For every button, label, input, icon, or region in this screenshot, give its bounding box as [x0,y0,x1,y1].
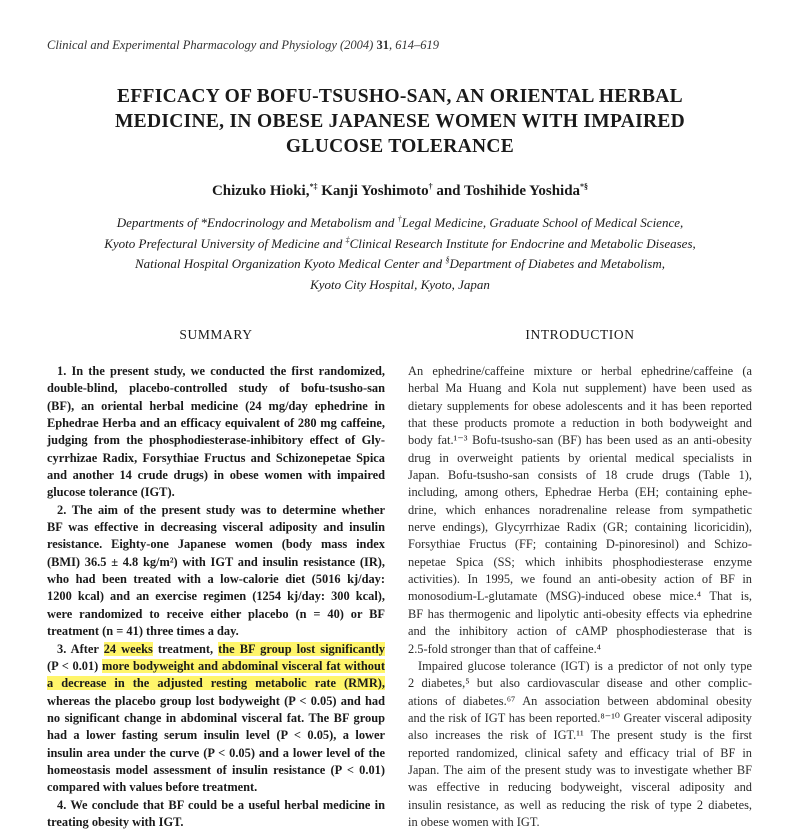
text-run: (P < 0.01) [47,658,103,673]
affiliation-line [40,234,760,255]
journal-year: (2004) [340,38,374,52]
intro-line: drug in overweight patients by oriental medical specialists in [408,450,752,465]
summary-line: resistance. Eighty-one Japanese women (body mass index [47,537,385,552]
intro-line: reported randomized, clinical safety and efficacy trial of BF in [408,745,752,760]
introduction-body [408,363,752,831]
intro-line: Japan. The aim of the present study was to investigate whether BF [408,762,752,777]
intro-line: drine, which enhances noradrenaline release from sympathetic [408,502,752,517]
affiliation-line [40,213,760,234]
intro-line: insulin resistance, as well as reducing the risk of type 2 diabetes, [408,797,752,812]
intro-line: and the risk of IGT has been reported.⁸⁻¹⁰ Greater visceral adiposity [408,710,752,725]
author-marks: *‡ [309,182,318,191]
summary-line: (BMI) 36.5 ± 4.8 kg/m²) with IGT and insulin resistance (IR), [47,554,385,569]
intro-line: in obese women with IGT. [408,814,540,829]
affil-text: Department of Diabetes and Metabolism, [449,256,665,271]
affil-mark: § [445,255,450,265]
author-name: and Toshihide Yoshida [436,183,581,199]
summary-line: who had been treated with a low-calorie diet (5016 kj/day: [47,572,385,587]
intro-line: that these products promote a reduction in both bodyweight and [408,416,752,431]
intro-line: Impaired glucose tolerance (IGT) is a predictor of not only type [418,658,752,673]
summary-line: 1. In the present study, we conducted the first randomized, [57,364,385,378]
journal-citation [47,38,439,53]
affil-mark: ‡ [345,235,350,245]
highlight: a decrease in the adjusted resting metabolic rate (RMR), [47,676,385,691]
intro-line: BF has thermogenic and lipolytic anti-obesity effects via ephedrine [408,606,752,621]
article-title [40,84,760,159]
summary-line [47,675,385,692]
intro-line: An ephedrine/caffeine mixture or herbal ephedrine/caffeine (a [408,364,752,378]
affiliation-line [40,254,760,275]
affiliation-line: Kyoto City Hospital, Kyoto, Japan [310,276,490,292]
summary-line: were randomized to receive either placebo (n = 40) or BF [47,606,385,621]
introduction-heading: INTRODUCTION [525,327,635,342]
journal-volume: 31 [376,38,389,52]
summary-line: double-blind, placebo-controlled study of bofu-tsusho-san [47,381,385,396]
affil-text: Departments of *Endocrinology and Metabolism and [116,215,398,230]
text-run: treatment, [152,641,219,656]
intro-line: dietary supplements for obese adolescents and it has been reported [408,398,752,413]
summary-line: compared with values before treatment. [47,780,258,795]
intro-line: 2 diabetes,⁵ but also cardiovascular disease and other complic- [408,676,752,691]
title-line: MEDICINE, IN OBESE JAPANESE WOMEN WITH IMPAIRED [114,111,686,132]
affil-text: National Hospital Organization Kyoto Medical Center and [135,256,446,271]
intro-line: Forsythiae Fructus (FF; containing D-pinoresinol) and Schizo- [408,537,752,552]
intro-line: nerve endings), Glycyrrhizae Radix (GR; containing licoricidin), [408,520,752,535]
summary-heading: SUMMARY [179,327,253,342]
intro-line: monosodium-L-glutamate (MSG)-induced obese mice.⁴ That is, [408,589,752,604]
summary-line [47,641,385,658]
author-name: Chizuko Hioki, [211,183,310,199]
author-marks: *§ [580,182,589,191]
summary-line [47,658,385,675]
text-run: 3. After [57,641,104,656]
summary-line: treatment (n = 41) three times a day. [47,624,239,639]
summary-line: 1200 kcal) and an exercise regimen (1254 kj/day: 300 kcal), [47,589,385,604]
intro-line: was effective in reducing bodyweight, visceral adiposity and [408,780,752,795]
author-marks: † [428,182,433,191]
highlight: more bodyweight and abdominal visceral fat without [102,658,385,673]
summary-line: no significant change in abdominal visceral fat. The BF group [47,710,385,725]
journal-pages: , 614–619 [388,38,439,52]
highlight: the BF group lost significantly [218,641,386,656]
affiliations [40,213,760,295]
summary-line: had a lower fasting serum insulin level (P < 0.05), a lower [47,728,385,743]
affil-text: Kyoto Prefectural University of Medicine and [104,235,346,251]
author-name: Kanji Yoshimoto [321,183,429,199]
intro-line: activities). In 1995, we found an anti-obesity action of BF in [408,572,752,587]
intro-line: also increases the risk of IGT.¹¹ The present study is the first [408,728,752,743]
intro-line: ations of diabetes.⁶⁷ An association between abdominal obesity [408,693,752,708]
intro-line: and the inhibitory action of cAMP phosphodiesterase that is [408,624,752,639]
journal-name: Clinical and Experimental Pharmacology and Physiology [47,38,337,52]
summary-line: cyrrhizae Radix, Forsythiae Fructus and Schizonepetae Spica [47,450,385,465]
summary-body [47,363,385,831]
summary-line: whereas the placebo group lost bodyweight (P < 0.05) and had [47,693,385,708]
title-line: GLUCOSE TOLERANCE [285,136,515,157]
affil-text: Clinical Research Institute for Endocrine and Metabolic Diseases, [349,235,696,251]
intro-line: herbal Ma Huang and Kola nut supplement) have been used as [408,381,752,396]
intro-line: including, among others, Ephedrae Herba (EH; containing ephe- [408,485,752,500]
intro-line: body fat.¹⁻³ Bofu-tsusho-san (BF) has been used as an anti-obesity [408,433,752,448]
highlight: 24 weeks [103,641,153,656]
summary-line: 4. We conclude that BF could be a useful herbal medicine in [57,797,385,812]
summary-line: BF was effective in decreasing visceral adiposity and insulin [47,520,385,535]
summary-line: Ephedrae Herba and an efficacy equivalent of 280 mg caffeine, [47,416,385,431]
summary-line: insulin area under the curve (P < 0.05) and a lower level of the [47,745,385,760]
summary-line: homeostasis model assessment of insulin resistance (P < 0.01) [47,762,385,777]
title-line: EFFICACY OF BOFU-TSUSHO-SAN, AN ORIENTAL HERBAL [117,86,683,107]
affil-mark: † [397,214,402,224]
summary-line: 2. The aim of the present study was to determine whether [57,502,385,517]
intro-line: nepetae Spica (SS; which inhibits phosphodiesterase enzyme [408,554,752,569]
summary-line: glucose tolerance (IGT). [47,485,175,500]
author-list [40,183,760,200]
summary-line: and another 14 crude drugs) in obese women with impaired [47,468,385,483]
intro-line: 2.5-fold stronger than that of caffeine.⁴ [408,641,601,656]
affil-text: Legal Medicine, Graduate School of Medical Science, [401,215,684,230]
intro-line: Japan. Bofu-tsusho-san consists of 18 crude drugs (Table 1), [408,468,752,483]
summary-line: judging from the phosphodiesterase-inhibitory effect of Gly- [47,433,385,448]
summary-line: treating obesity with IGT. [47,814,184,829]
summary-line: (BF), an oriental herbal medicine (24 mg/day ephedrine in [47,398,385,413]
